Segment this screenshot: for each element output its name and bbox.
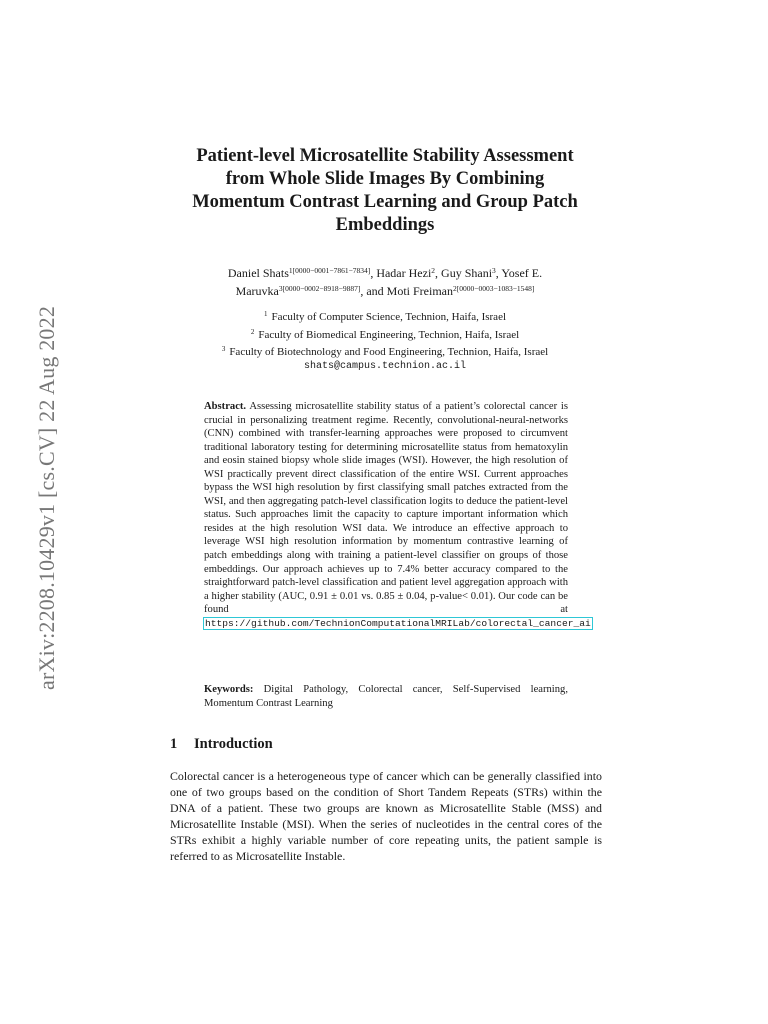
author-name: , and Moti Freiman [360, 284, 453, 298]
arxiv-identifier: arXiv:2208.10429v1 [cs.CV] 22 Aug 2022 [34, 305, 59, 690]
paper-title [160, 145, 610, 237]
author-name: Maruvka [235, 284, 279, 298]
affiliation-3 [160, 342, 610, 360]
author-list [160, 263, 610, 299]
abstract-label: Abstract. [204, 401, 247, 412]
author-line-1 [160, 263, 610, 281]
author-name: , Guy Shani [435, 266, 493, 280]
affiliation-text: Faculty of Biotechnology and Food Engineering, Technion, Haifa, Israel [229, 346, 549, 358]
keywords [204, 683, 568, 711]
section-heading [170, 736, 273, 753]
author-line-2 [160, 281, 610, 299]
abstract [204, 400, 591, 630]
author-affil-mark: 3 [492, 266, 496, 275]
affiliation-2 [160, 325, 610, 343]
author-name: , Hadar Hezi [370, 266, 432, 280]
author-orcid: 1[0000−0001−7861−7834] [288, 266, 371, 275]
author-orcid: 2[0000−0003−1083−1548] [452, 284, 535, 293]
affiliation-1 [160, 307, 610, 325]
author-name: , Yosef E. [495, 266, 543, 280]
section-title: Introduction [194, 736, 273, 752]
affiliation-number: 2 [250, 327, 255, 336]
keywords-text: Digital Pathology, Colorectal cancer, Self-Supervised learning, Momentum Contrast Learning [204, 684, 568, 709]
affiliations [160, 307, 610, 374]
author-name: Daniel Shats [227, 266, 289, 280]
contact-email[interactable]: shats@campus.technion.ac.il [303, 360, 467, 372]
title-line-2: from Whole Slide Images By Combining [225, 169, 545, 189]
affiliation-text: Faculty of Biomedical Engineering, Technion, Haifa, Israel [258, 328, 520, 341]
abstract-body: Assessing microsatellite stability status of a patient’s colorectal cancer is crucial in personalizing treatment regime. Recently, convolutional-neural-networks (CNN) combined with transfer-learning approaches were proposed to circumvent traditional laboratory testing for determining microsatellite status from hematoxylin and eosin stained biopsy whole slide images (WSI). However, the high resolution of WSI practically prevent direct classification of the entire WSI. Current approaches bypass the WSI high resolution by first classifying small patches extracted from the WSI, and then aggregating patch-level classification logits to deduce the patient-level status. Such approaches limit the capacity to capture important information which resides at the high resolution WSI data. We introduce an effective approach to leverage WSI high resolution information by momentum contrastive learning of patch embeddings along with training a patient-level classifier on groups of those embeddings. Our approach achieves up to 7.4% better accuracy compared to the straightforward patch-level classification and patient level aggregation approach with a higher stability (AUC, 0.91 ± 0.01 vs. 0.85 ± 0.04, p-value< 0.01). Our code can be found at [204, 401, 568, 616]
keywords-label: Keywords: [204, 684, 254, 695]
title-line-3: Momentum Contrast Learning and Group Patch [192, 192, 578, 212]
title-line-4: Embeddings [335, 215, 435, 235]
section-number: 1 [170, 736, 178, 752]
affiliation-number: 3 [221, 345, 226, 353]
affiliation-number: 1 [263, 310, 268, 318]
intro-paragraph: Colorectal cancer is a heterogeneous type of cancer which can be generally classified into one of two groups based on the condition of Short Tandem Repeats (STRs) within the DNA of a patient. These two groups are known as Microsatellite Stable (MSS) and Microsatellite Instable (MSI). When the series of nucleotides in the central cores of the STRs exhibit a highly variable number of core repeating units, the patient sample is referred to as Microsatellite Instable. [170, 769, 602, 863]
code-repository-link[interactable]: https://github.com/TechnionComputationalMRILab/colorectal_cancer_ai [205, 617, 591, 629]
author-affil-mark: 2 [431, 266, 436, 275]
author-orcid: 3[0000−0002−8918−9887] [278, 284, 361, 293]
affiliation-text: Faculty of Computer Science, Technion, Haifa, Israel [271, 311, 507, 323]
title-line-1: Patient-level Microsatellite Stability Assessment [196, 146, 574, 166]
